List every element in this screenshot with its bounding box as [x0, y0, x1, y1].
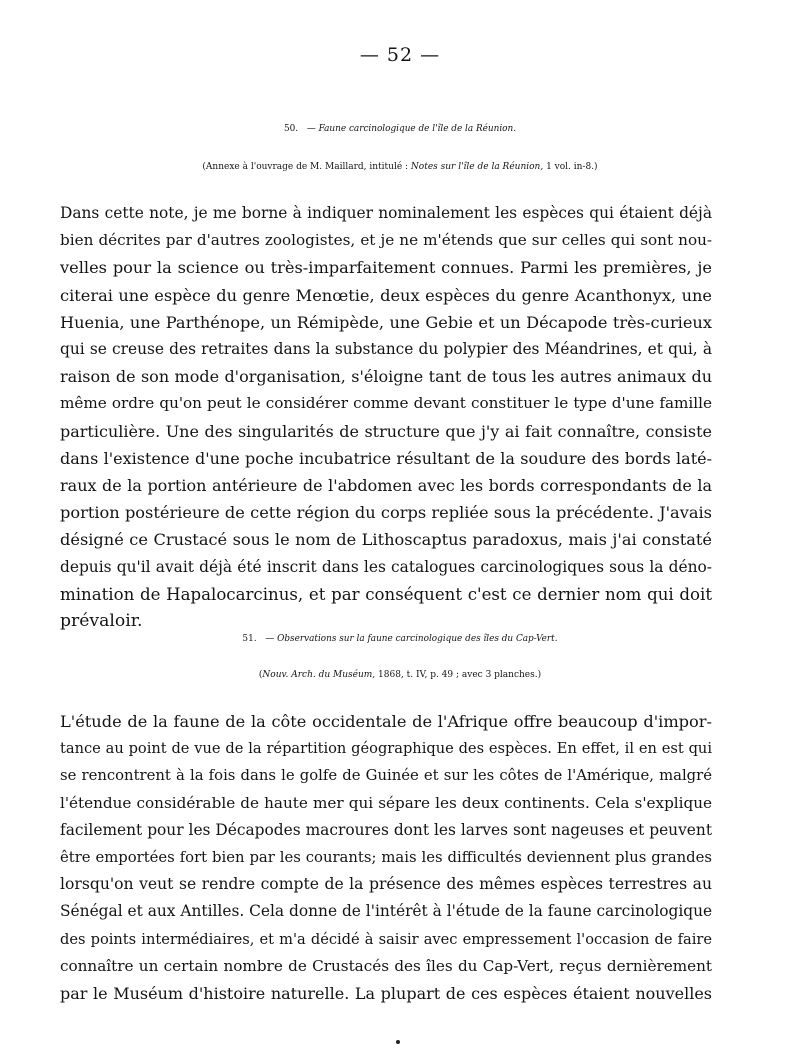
- section-title: — Faune carcinologique de l'île de la Réunion.: [306, 124, 517, 134]
- text-line: tance au point de vue de la répartition géographique des espèces. En effet, il en est qui: [60, 740, 712, 758]
- print-mark: [396, 1040, 400, 1044]
- note-prefix: (: [258, 670, 263, 680]
- text-line: être emportées fort bien par les courants; mais les difficultés deviennent plus grandes: [60, 849, 712, 867]
- section-note-51: [0, 670, 800, 680]
- page-number: — 52 —: [359, 44, 441, 66]
- note-suffix: 1868, t. IV, p. 49 ; avec 3 planches.): [375, 670, 542, 680]
- section-body-51: [60, 708, 712, 1007]
- section-title: — Observations sur la faune carcinologique des îles du Cap-Vert.: [265, 634, 558, 644]
- text-line: des points intermédiaires, et m'a décidé à saisir avec empressement l'occasion de faire: [60, 930, 712, 948]
- note-italic: Notes sur l'île de la Réunion,: [410, 162, 544, 172]
- text-line: par le Muséum d'histoire naturelle. La plupart de ces espèces étaient nouvelles: [60, 984, 712, 1004]
- text-line: lorsqu'on veut se rendre compte de la présence des mêmes espèces terrestres au: [60, 875, 712, 894]
- text-line: depuis qu'il avait déjà été inscrit dans les catalogues carcinologiques sous la déno-: [60, 557, 712, 576]
- text-line: l'étendue considérable de haute mer qui sépare les deux continents. Cela s'explique: [60, 793, 712, 812]
- note-italic: Nouv. Arch. du Muséum,: [262, 670, 376, 680]
- section-note-50: [0, 162, 800, 172]
- section-body-50: [60, 200, 712, 635]
- text-line: portion postérieure de cette région du corps repliée sous la précédente. J'avais: [60, 503, 712, 523]
- section-number: 50.: [283, 124, 299, 134]
- text-line: se rencontrent à la fois dans le golfe de Guinée et sur les côtes de l'Amérique, malgré: [60, 767, 712, 785]
- text-line: désigné ce Crustacé sous le nom de Lithoscaptus paradoxus, mais j'ai constaté: [60, 530, 712, 550]
- text-line: prévaloir.: [60, 611, 143, 632]
- text-line: velles pour la science ou très-imparfaitement connues. Parmi les premières, je: [60, 258, 712, 278]
- text-line: bien décrites par d'autres zoologistes, et je ne m'étends que sur celles qui sont nou-: [60, 231, 712, 250]
- text-line: Huenia, une Parthénope, un Rémipède, une Gebie et un Décapode très-curieux: [60, 312, 712, 332]
- text-line: raux de la portion antérieure de l'abdomen avec les bords correspondants de la: [60, 476, 712, 496]
- text-line: particulière. Une des singularités de structure que j'y ai fait connaître, consiste: [60, 421, 712, 441]
- text-line: qui se creuse des retraites dans la substance du polypier des Méandrines, et qui, à: [60, 340, 712, 359]
- section-heading-51: [0, 634, 800, 644]
- section-heading-50: [0, 124, 800, 134]
- text-line: Sénégal et aux Antilles. Cela donne de l'intérêt à l'étude de la faune carcinologique: [60, 902, 713, 921]
- text-line: même ordre qu'on peut le considérer comme devant constituer le type d'une famille: [60, 394, 712, 413]
- text-line: mination de Hapalocarcinus, et par conséquent c'est ce dernier nom qui doit: [60, 584, 712, 604]
- text-line: facilement pour les Décapodes macroures dont les larves sont nageuses et peuvent: [60, 820, 712, 839]
- section-number: 51.: [242, 634, 257, 644]
- text-line: citerai une espèce du genre Menœtie, deux espèces du genre Acanthonyx, une: [60, 285, 712, 305]
- note-prefix: (Annexe à l'ouvrage de M. Maillard, intitulé :: [202, 162, 411, 172]
- note-suffix: 1 vol. in-8.): [543, 162, 598, 172]
- text-line: raison de son mode d'organisation, s'éloigne tant de tous les autres animaux du: [60, 367, 712, 387]
- text-line: dans l'existence d'une poche incubatrice résultant de la soudure des bords laté-: [60, 448, 712, 468]
- text-line: connaître un certain nombre de Crustacés des îles du Cap-Vert, reçus dernièrement: [60, 956, 712, 975]
- text-line: L'étude de la faune de la côte occidentale de l'Afrique offre beaucoup d'impor-: [60, 712, 712, 731]
- text-line: Dans cette note, je me borne à indiquer nominalement les espèces qui étaient déjà: [60, 204, 712, 222]
